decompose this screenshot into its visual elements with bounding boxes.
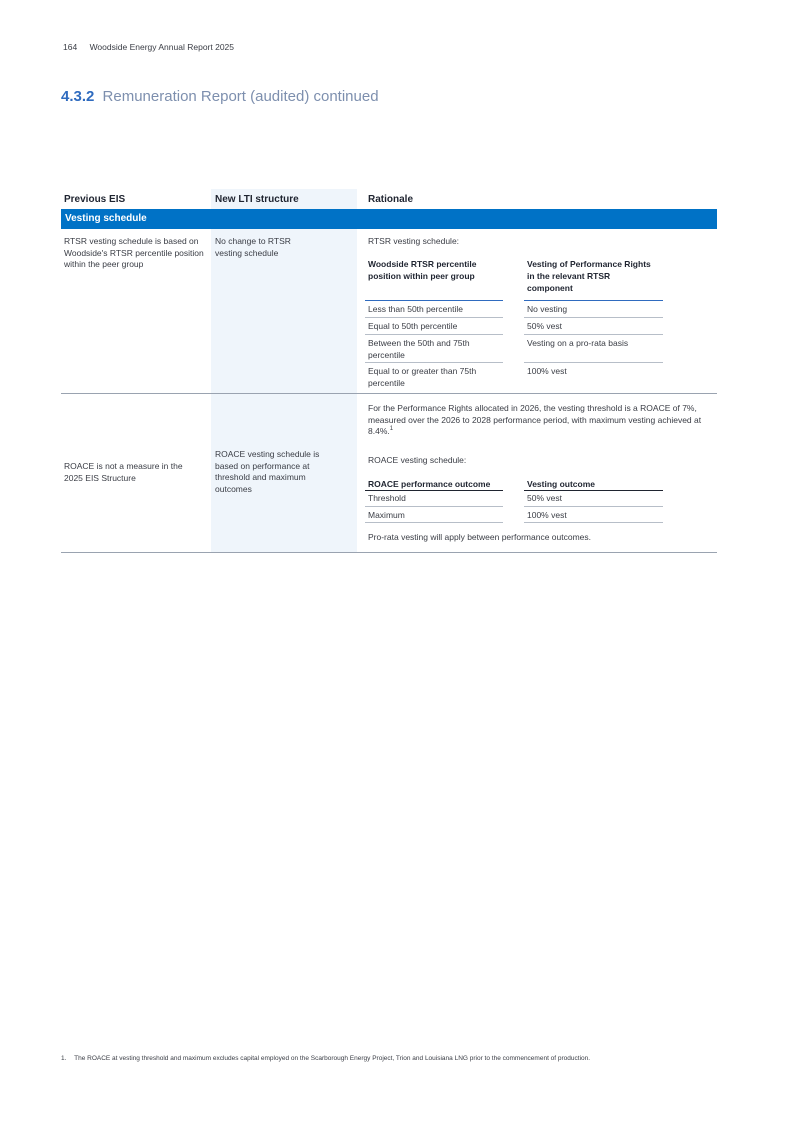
vesting-schedule-band (61, 209, 717, 229)
roace-vesting-1: 50% vest (527, 493, 562, 503)
rtsr-percentile-1: Less than 50th percentile (368, 304, 463, 314)
rtsr-vesting-3: Vesting on a pro-rata basis (527, 338, 629, 348)
rtsr-subheader-vesting: Vesting of Performance Rights in the relevant RTSR component (527, 259, 651, 293)
previous-eis-cell: RTSR vesting schedule is based on Woodside's RTSR percentile position within the peer group (64, 236, 204, 269)
header-rationale: Rationale (368, 194, 414, 205)
rtsr-intro: RTSR vesting schedule: (368, 236, 460, 246)
roace-outcome-1: Threshold (368, 493, 406, 503)
footnote-text: The ROACE at vesting threshold and maximum excludes capital employed on the Scarborough Energy Project, Trion and Louisiana LNG prior to the commencement of production. (74, 1055, 591, 1062)
header-previous-eis: Previous EIS (64, 194, 126, 205)
roace-rationale-paragraph: For the Performance Rights allocated in 2026, the vesting threshold is a ROACE of 7%, measured over the 2026 to 2028 performance period, with maximum vesting achieved at 8.4%.$^1$ (368, 403, 702, 436)
section-title (61, 88, 379, 105)
report-title: Woodside Energy Annual Report 2025 (89, 42, 235, 52)
section-number: 4.3.2 (61, 88, 95, 105)
new-lti-cell: ROACE vesting schedule is based on performance at threshold and maximum outcomes (215, 449, 320, 494)
new-lti-cell: No change to RTSR vesting schedule (215, 236, 291, 258)
band-label: Vesting schedule (65, 213, 147, 224)
roace-intro: ROACE vesting schedule: (368, 455, 467, 465)
row-divider (61, 393, 717, 394)
rtsr-vesting-1: No vesting (527, 304, 568, 314)
footnote-number: 1. (61, 1055, 67, 1062)
page-number: 164 (63, 42, 78, 52)
rtsr-vesting-4: 100% vest (527, 366, 567, 376)
roace-subheader-outcome: ROACE performance outcome (368, 479, 491, 489)
roace-vesting-2: 100% vest (527, 510, 567, 520)
footnote (61, 1055, 590, 1062)
footnote-ref: 1 (389, 426, 394, 433)
section-title-text: Remuneration Report (audited) continued (102, 88, 379, 105)
roace-closing: Pro-rata vesting will apply between performance outcomes. (368, 532, 591, 542)
rtsr-percentile-2: Equal to 50th percentile (368, 321, 458, 331)
header-new-lti: New LTI structure (215, 194, 299, 205)
roace-outcome-2: Maximum (368, 510, 405, 520)
roace-subheader-vesting: Vesting outcome (527, 479, 596, 489)
previous-eis-cell: ROACE is not a measure in the 2025 EIS Structure (64, 461, 183, 483)
rtsr-percentile-3: Between the 50th and 75th percentile (368, 338, 470, 360)
rtsr-percentile-4: Equal to or greater than 75th percentile (368, 366, 477, 388)
table-bottom-rule (61, 552, 717, 553)
rtsr-subheader-percentile: Woodside RTSR percentile position within peer group (368, 259, 477, 281)
page-header (63, 42, 234, 52)
rtsr-vesting-2: 50% vest (527, 321, 562, 331)
